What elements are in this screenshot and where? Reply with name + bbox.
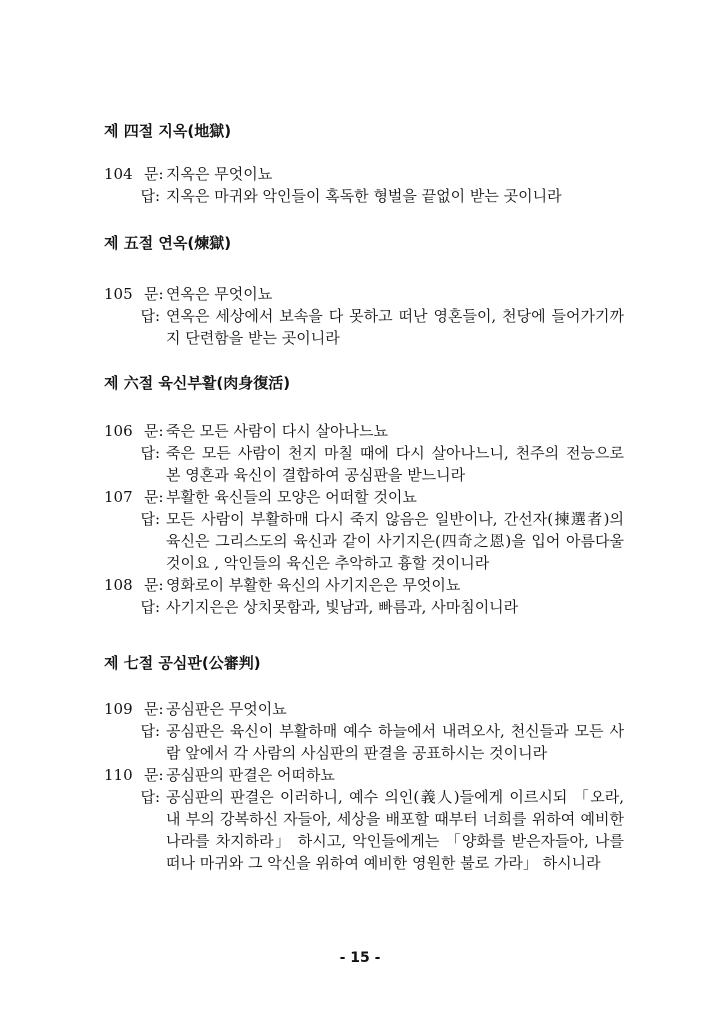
answer-label: 답:: [140, 187, 160, 205]
question-line: [104, 283, 624, 305]
answer-line: [104, 508, 624, 574]
section-heading-purgatory: 제 五절 연옥(煉獄): [104, 234, 232, 252]
qa-item-107: [104, 486, 624, 574]
answer-text: 공심판의 판결은 이러하니, 예수 의인(義人)들에게 이르시되 「오라, 내 부의 강복하신 자들아, 세상을 배포할 때부터 너희를 위하여 예비한 나라를 차지하라」 하시고, 악인들에게는 「양화를 받은자들아, 나를 떠나 마귀와 그 악신을 위하여 예비한 영원한 불로 가라」 하시니라: [166, 788, 624, 872]
answer-label: 답:: [140, 307, 160, 325]
question-number: 110: [104, 766, 133, 784]
answer-label: 답:: [140, 722, 160, 740]
qa-group-general-judgment: [104, 698, 624, 874]
question-label: 문:: [144, 576, 164, 594]
answer-text: 모든 사람이 부활하매 다시 죽지 않음은 일반이나, 간선자(揀選者)의 육신은 그리스도의 육신과 같이 사기지은(四奇之恩)을 입어 아름다울 것이요 , 악인들의 육신은 추악하고 흉할 것이니라: [166, 510, 624, 572]
answer-line: [104, 442, 624, 486]
answer-text: 연옥은 세상에서 보속을 다 못하고 떠난 영혼들이, 천당에 들어가기까지 단련함을 받는 곳이니라: [166, 307, 624, 347]
question-label: 문:: [144, 700, 164, 718]
question-number: 106: [104, 422, 133, 440]
section-heading-hell: 제 四절 지옥(地獄): [104, 122, 232, 140]
question-line: [104, 574, 624, 596]
question-label: 문:: [144, 165, 164, 183]
question-line: [104, 420, 624, 442]
question-label: 문:: [144, 766, 164, 784]
answer-text: 죽은 모든 사람이 천지 마칠 때에 다시 살아나느니, 천주의 전능으로 본 영혼과 육신이 결합하여 공심판을 받느니라: [166, 444, 624, 484]
answer-label: 답:: [140, 788, 160, 806]
question-text: 연옥은 무엇이뇨: [166, 285, 273, 303]
section-heading-general-judgment: 제 七절 공심판(公審判): [104, 654, 261, 672]
qa-item-104: [104, 163, 624, 207]
answer-label: 답:: [140, 598, 160, 616]
answer-line: [104, 786, 624, 874]
qa-item-105: [104, 283, 624, 349]
question-text: 공심판은 무엇이뇨: [166, 700, 287, 718]
answer-line: [104, 720, 624, 764]
question-line: [104, 698, 624, 720]
question-number: 105: [104, 285, 133, 303]
question-line: [104, 486, 624, 508]
qa-group-resurrection: [104, 420, 624, 618]
answer-text: 공심판은 육신이 부활하매 예수 하늘에서 내려오사, 천신들과 모든 사람 앞에서 각 사람의 사심판의 판결을 공표하시는 것이니라: [166, 722, 624, 762]
question-label: 문:: [144, 422, 164, 440]
answer-text: 지옥은 마귀와 악인들이 혹독한 형벌을 끝없이 받는 곳이니라: [166, 187, 562, 205]
answer-line: [104, 185, 624, 207]
question-number: 108: [104, 576, 133, 594]
question-text: 지옥은 무엇이뇨: [166, 165, 273, 183]
qa-item-110: [104, 764, 624, 874]
question-line: [104, 163, 624, 185]
page-number: - 15 -: [339, 950, 381, 966]
question-text: 부활한 육신들의 모양은 어떠할 것이뇨: [166, 488, 417, 506]
answer-text: 사기지은은 상치못함과, 빛남과, 빠름과, 사마침이니라: [166, 598, 519, 616]
section-heading-resurrection: 제 六절 육신부활(肉身復活): [104, 374, 291, 392]
question-label: 문:: [144, 488, 164, 506]
question-label: 문:: [144, 285, 164, 303]
qa-item-106: [104, 420, 624, 486]
question-text: 영화로이 부활한 육신의 사기지은은 무엇이뇨: [166, 576, 461, 594]
question-number: 109: [104, 700, 133, 718]
question-text: 죽은 모든 사람이 다시 살아나느뇨: [166, 422, 388, 440]
question-number: 107: [104, 488, 133, 506]
question-line: [104, 764, 624, 786]
answer-line: [104, 305, 624, 349]
qa-item-109: [104, 698, 624, 764]
question-text: 공심판의 판결은 어떠하뇨: [166, 766, 335, 784]
answer-line: [104, 596, 624, 618]
question-number: 104: [104, 165, 133, 183]
answer-label: 답:: [140, 510, 160, 528]
qa-item-108: [104, 574, 624, 618]
answer-label: 답:: [140, 444, 160, 462]
